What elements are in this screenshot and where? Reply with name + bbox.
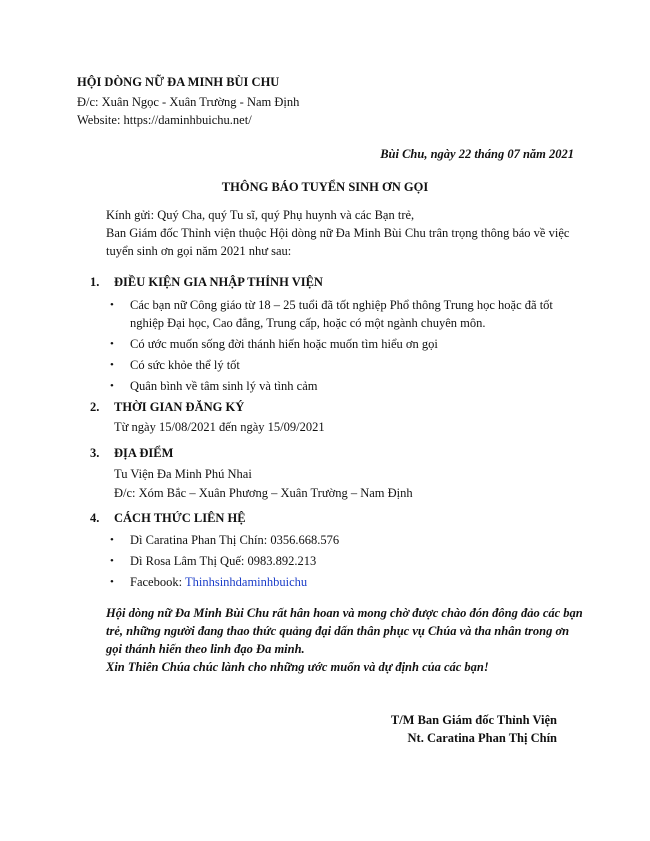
facebook-label: Facebook:	[130, 575, 185, 589]
section-3-heading	[90, 446, 173, 461]
list-item-text: Các bạn nữ Công giáo từ 18 – 25 tuổi đã tốt nghiệp Phổ thông Trung học hoặc đã tốt nghiệp Đại học, Cao đẳng, Trung cấp, hoặc có một ngành chuyên môn.	[130, 298, 553, 330]
bullet-icon: •	[110, 338, 114, 350]
list-item-text: Quân bình về tâm sinh lý và tình cảm	[130, 379, 318, 393]
registration-period: Từ ngày 15/08/2021 đến ngày 15/09/2021	[114, 420, 325, 434]
section-4-title: CÁCH THỨC LIÊN HỆ	[114, 511, 246, 525]
section-1-heading	[90, 275, 323, 290]
bullet-icon: •	[110, 555, 114, 567]
org-name: HỘI DÒNG NỮ ĐA MINH BÙI CHU	[77, 75, 280, 89]
signature-name: Nt. Caratina Phan Thị Chín	[407, 731, 557, 745]
section-2-heading	[90, 400, 244, 415]
signature-title: T/M Ban Giám đốc Thỉnh Viện	[390, 713, 557, 727]
list-item	[110, 531, 580, 549]
section-1-list	[110, 296, 580, 398]
section-1-title: ĐIỀU KIỆN GIA NHẬP THỈNH VIỆN	[114, 275, 323, 289]
section-1-number: 1.	[90, 275, 100, 289]
closing-line-1: Hội dòng nữ Đa Minh Bùi Chu rất hân hoan và mong chờ được chào đón đông đảo các bạn trẻ, những người đang thao thức quảng đại dấn thân phục vụ Chúa và tha nhân trong ơn gọi thánh hiến theo linh đạo Đa minh.	[106, 606, 583, 656]
org-address: Đ/c: Xuân Ngọc - Xuân Trường - Nam Định	[77, 95, 300, 109]
section-4-number: 4.	[90, 511, 100, 525]
section-4-list	[110, 531, 580, 594]
list-item	[110, 335, 580, 353]
list-item	[110, 296, 580, 332]
bullet-icon: •	[110, 534, 114, 546]
contact-2: Dì Rosa Lâm Thị Quế: 0983.892.213	[130, 554, 317, 568]
list-item	[110, 377, 580, 395]
section-3-number: 3.	[90, 446, 100, 460]
list-item-text: Có sức khỏe thể lý tốt	[130, 358, 240, 372]
location-name: Tu Viện Đa Minh Phú Nhai	[114, 467, 252, 481]
bullet-icon: •	[110, 380, 114, 392]
document-title: THÔNG BÁO TUYỂN SINH ƠN GỌI	[221, 180, 429, 194]
org-website: Website: https://daminhbuichu.net/	[77, 113, 252, 127]
bullet-icon: •	[110, 299, 114, 311]
contact-1: Dì Caratina Phan Thị Chín: 0356.668.576	[130, 533, 340, 547]
section-4-heading	[90, 511, 246, 526]
list-item	[110, 552, 580, 570]
date-line: Bùi Chu, ngày 22 tháng 07 năm 2021	[380, 147, 574, 161]
bullet-icon: •	[110, 576, 114, 588]
bullet-icon: •	[110, 359, 114, 371]
intro-paragraph: Ban Giám đốc Thỉnh viện thuộc Hội dòng nữ Đa Minh Bùi Chu trân trọng thông báo về việc tuyển sinh ơn gọi năm 2021 như sau:	[106, 226, 570, 258]
facebook-link[interactable]: Thinhsinhdaminhbuichu	[184, 575, 308, 589]
closing-line-2: Xin Thiên Chúa chúc lành cho những ước muốn và dự định của các bạn!	[106, 660, 489, 674]
greeting: Kính gửi: Quý Cha, quý Tu sĩ, quý Phụ huynh và các Bạn trẻ,	[106, 208, 415, 222]
list-item	[110, 573, 580, 591]
list-item	[110, 356, 580, 374]
closing-paragraph	[106, 604, 586, 676]
section-2-title: THỜI GIAN ĐĂNG KÝ	[114, 400, 245, 414]
list-item-text: Có ước muốn sống đời thánh hiến hoặc muốn tìm hiểu ơn gọi	[130, 337, 438, 351]
section-2-number: 2.	[90, 400, 100, 414]
location-address: Đ/c: Xóm Bắc – Xuân Phương – Xuân Trường – Nam Định	[114, 486, 413, 500]
section-3-title: ĐỊA ĐIỂM	[114, 446, 174, 460]
